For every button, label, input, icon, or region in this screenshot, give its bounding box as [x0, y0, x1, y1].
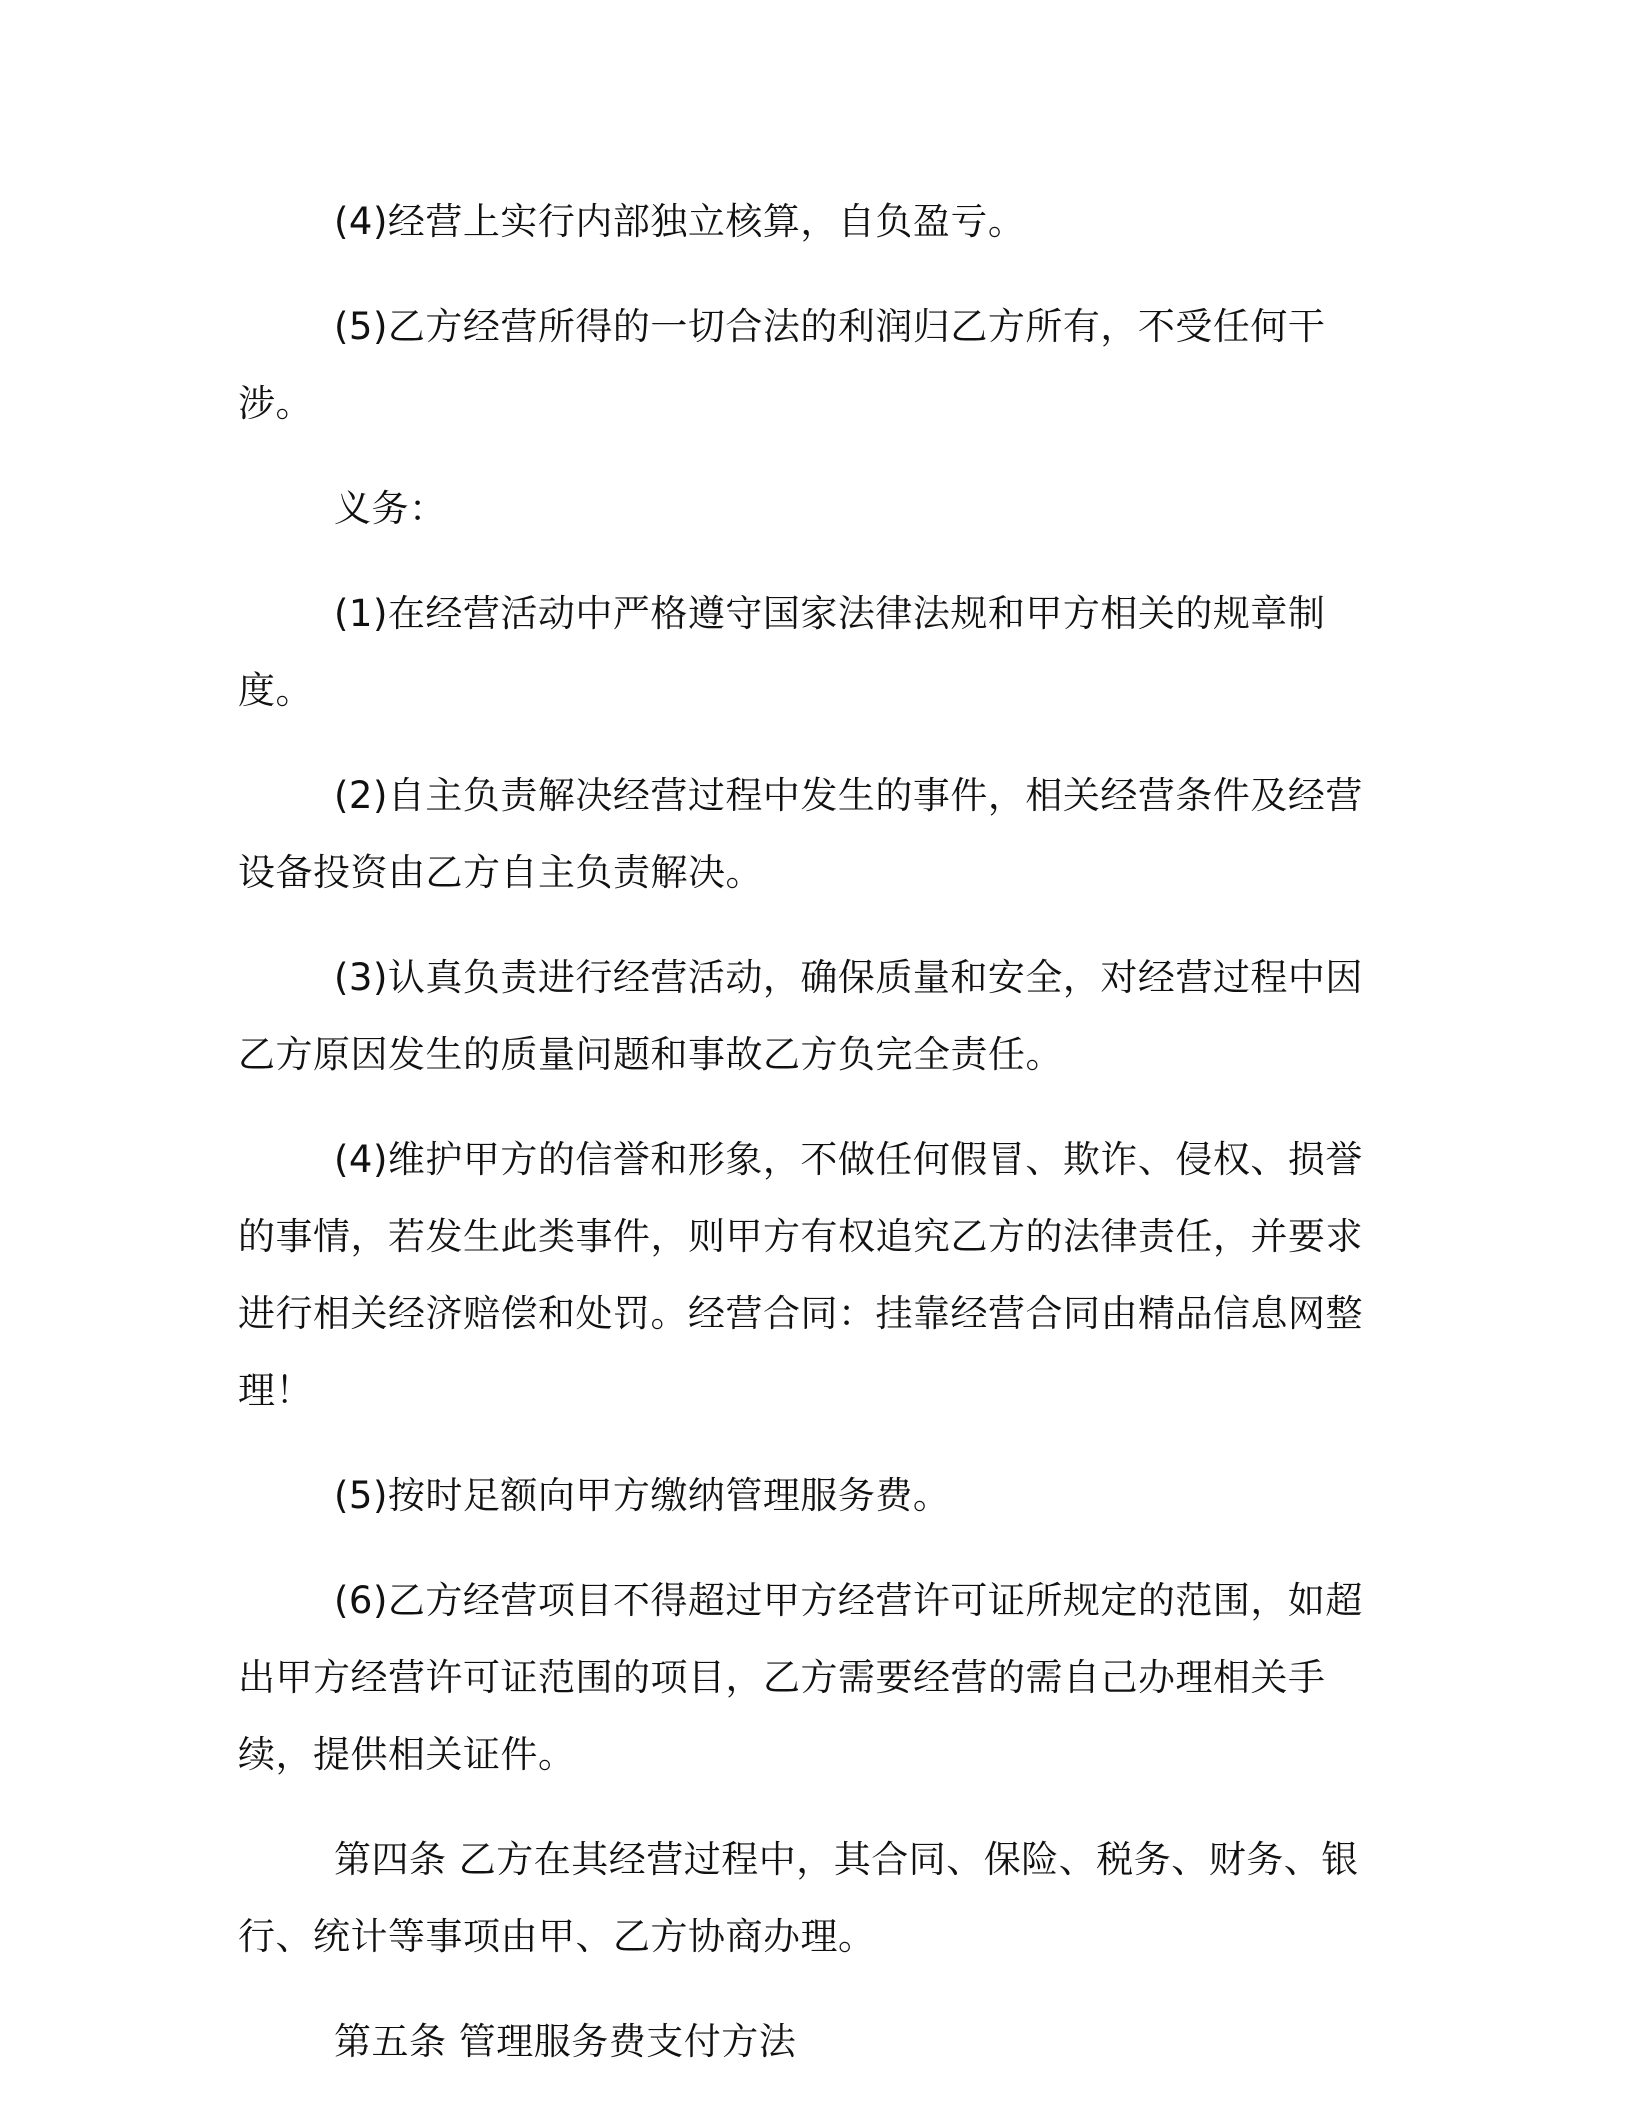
paragraph-right-5: (5)乙方经营所得的一切合法的利润归乙方所有，不受任何干涉。	[238, 305, 1326, 425]
document-body	[238, 183, 1398, 2108]
paragraph-obligations-heading: 义务：	[334, 487, 447, 530]
paragraph-right-4: (4)经营上实行内部独立核算，自负盈亏。	[334, 200, 1026, 243]
paragraph-obligation-3: (3)认真负责进行经营活动，确保质量和安全，对经营过程中因乙方原因发生的质量问题和事故乙方负完全责任。	[238, 956, 1363, 1076]
paragraph-obligation-2: (2)自主负责解决经营过程中发生的事件，相关经营条件及经营设备投资由乙方自主负责解决。	[238, 774, 1363, 894]
paragraph-obligation-4: (4)维护甲方的信誉和形象，不做任何假冒、欺诈、侵权、损誉的事情，若发生此类事件，则甲方有权追究乙方的法律责任，并要求进行相关经济赔偿和处罚。经营合同：挂靠经营合同由精品信息网整理！	[238, 1138, 1363, 1412]
paragraph-obligation-1: (1)在经营活动中严格遵守国家法律法规和甲方相关的规章制度。	[238, 592, 1326, 712]
paragraph-article-5: 第五条 管理服务费支付方法	[334, 2020, 797, 2063]
paragraph-obligation-5: (5)按时足额向甲方缴纳管理服务费。	[334, 1474, 951, 1517]
paragraph-obligation-6: (6)乙方经营项目不得超过甲方经营许可证所规定的范围，如超出甲方经营许可证范围的项目，乙方需要经营的需自己办理相关手续，提供相关证件。	[238, 1579, 1363, 1776]
paragraph-article-4: 第四条 乙方在其经营过程中，其合同、保险、税务、财务、银行、统计等事项由甲、乙方协商办理。	[238, 1838, 1359, 1958]
